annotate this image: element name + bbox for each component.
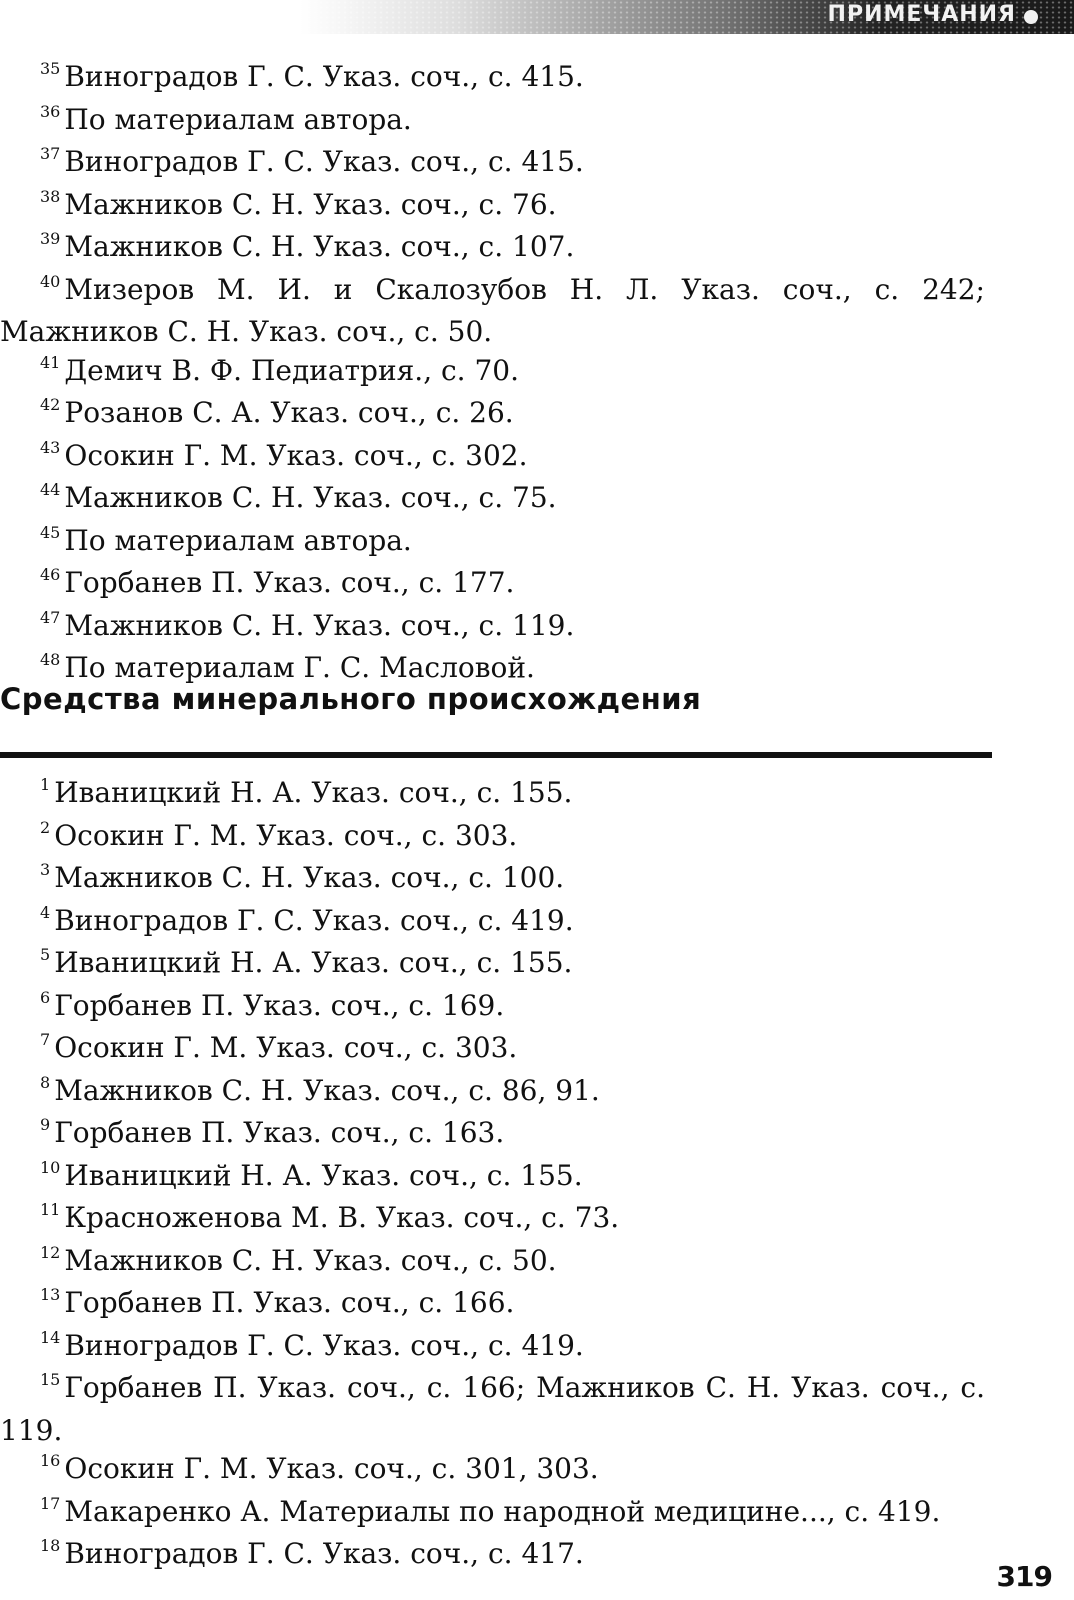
note-number: 43 — [40, 437, 61, 457]
note-text: Иваницкий Н. А. Указ. соч., с. 155. — [64, 1158, 583, 1192]
note-number: 40 — [40, 271, 61, 291]
note-text: Виноградов Г. С. Указ. соч., с. 415. — [64, 60, 584, 93]
note-number: 17 — [40, 1493, 61, 1513]
note-number: 4 — [40, 902, 51, 922]
note-number: 14 — [40, 1327, 61, 1347]
note-text: Осокин Г. М. Указ. соч., с. 303. — [54, 818, 518, 852]
note-text: Мажников С. Н. Указ. соч., с. 76. — [64, 187, 557, 221]
note-number: 39 — [40, 229, 61, 248]
note-text: Розанов С. А. Указ. соч., с. 26. — [64, 396, 514, 429]
note-number: 3 — [40, 860, 51, 879]
note-13 — [0, 1284, 1000, 1327]
section-divider — [0, 752, 992, 758]
note-2 — [0, 817, 1000, 860]
note-36 — [0, 101, 1000, 144]
notes-list-bottom — [0, 774, 1000, 1578]
note-47 — [0, 607, 1000, 650]
note-11 — [0, 1199, 1000, 1242]
note-44 — [0, 479, 1000, 522]
note-3 — [0, 859, 1000, 902]
note-text: По материалам автора. — [64, 102, 412, 136]
note-number: 9 — [40, 1115, 51, 1134]
note-text: Осокин Г. М. Указ. соч., с. 303. — [54, 1031, 518, 1064]
note-number: 10 — [40, 1157, 61, 1177]
note-42 — [0, 394, 1000, 437]
bullet-dot-icon — [1024, 10, 1038, 24]
note-text: По материалам автора. — [64, 523, 412, 557]
note-number: 44 — [40, 480, 61, 499]
note-43 — [0, 437, 1000, 480]
note-18 — [0, 1535, 1000, 1578]
note-number: 35 — [40, 59, 61, 78]
note-38 — [0, 186, 1000, 229]
note-number: 37 — [40, 144, 61, 163]
note-number: 46 — [40, 565, 61, 584]
note-10 — [0, 1157, 1000, 1200]
note-17 — [0, 1493, 1000, 1536]
note-number: 1 — [40, 775, 51, 794]
page-number: 319 — [996, 1560, 1052, 1593]
note-41 — [0, 352, 1000, 395]
section-heading: Средства минерального происхождения — [0, 682, 702, 716]
note-text: Мажников С. Н. Указ. соч., с. 100. — [54, 861, 565, 894]
note-text: Горбанев П. Указ. соч., с. 169. — [54, 988, 505, 1022]
notes-list-top — [0, 58, 1000, 692]
note-number: 2 — [40, 817, 51, 837]
note-text: Осокин Г. М. Указ. соч., с. 302. — [64, 438, 528, 472]
note-number: 38 — [40, 186, 61, 206]
note-text: Осокин Г. М. Указ. соч., с. 301, 303. — [64, 1452, 599, 1485]
note-12 — [0, 1242, 1000, 1285]
note-text: Мажников С. Н. Указ. соч., с. 86, 91. — [54, 1073, 600, 1107]
note-1 — [0, 774, 1000, 817]
note-number: 48 — [40, 650, 61, 669]
note-7 — [0, 1029, 1000, 1072]
note-number: 13 — [40, 1285, 61, 1304]
note-text: Мажников С. Н. Указ. соч., с. 75. — [64, 481, 557, 514]
note-text: Мизеров М. И. и Скалозубов Н. Л. Указ. соч., с. 242; Мажников С. Н. Указ. соч., с. 50. — [0, 272, 985, 348]
note-8 — [0, 1072, 1000, 1115]
note-number: 36 — [40, 101, 61, 121]
note-text: Красноженова М. В. Указ. соч., с. 73. — [64, 1201, 620, 1234]
note-text: Демич В. Ф. Педиатрия., с. 70. — [64, 353, 520, 387]
note-text: Мажников С. Н. Указ. соч., с. 50. — [64, 1243, 557, 1277]
note-text: По материалам Г. С. Масловой. — [64, 651, 535, 684]
note-text: Горбанев П. Указ. соч., с. 163. — [54, 1116, 505, 1149]
note-text: Горбанев П. Указ. соч., с. 166; Мажников С. Н. Указ. соч., с. 119. — [0, 1371, 985, 1447]
note-text: Мажников С. Н. Указ. соч., с. 119. — [64, 608, 575, 642]
note-number: 41 — [40, 352, 61, 372]
note-15 — [0, 1369, 985, 1450]
note-text: Мажников С. Н. Указ. соч., с. 107. — [64, 230, 575, 263]
note-39 — [0, 228, 1000, 271]
note-6 — [0, 987, 1000, 1030]
note-35 — [0, 58, 1000, 101]
note-14 — [0, 1327, 1000, 1370]
note-number: 47 — [40, 607, 61, 627]
note-text: Виноградов Г. С. Указ. соч., с. 417. — [64, 1537, 584, 1570]
note-text: Виноградов Г. С. Указ. соч., с. 419. — [64, 1328, 584, 1362]
note-number: 7 — [40, 1030, 51, 1049]
note-number: 12 — [40, 1242, 61, 1262]
note-text: Иваницкий Н. А. Указ. соч., с. 155. — [54, 776, 573, 809]
note-number: 45 — [40, 522, 61, 542]
note-37 — [0, 143, 1000, 186]
note-text: Виноградов Г. С. Указ. соч., с. 415. — [64, 145, 584, 178]
note-number: 8 — [40, 1072, 51, 1092]
note-number: 6 — [40, 987, 51, 1007]
note-45 — [0, 522, 1000, 565]
note-5 — [0, 944, 1000, 987]
note-text: Горбанев П. Указ. соч., с. 166. — [64, 1286, 515, 1319]
note-number: 42 — [40, 395, 61, 414]
note-9 — [0, 1114, 1000, 1157]
note-number: 11 — [40, 1200, 61, 1219]
note-16 — [0, 1450, 1000, 1493]
running-header — [300, 0, 1074, 34]
note-number: 18 — [40, 1536, 61, 1555]
running-header-label: ПРИМЕЧАНИЯ — [827, 2, 1016, 27]
note-40 — [0, 271, 985, 352]
note-text: Горбанев П. Указ. соч., с. 177. — [64, 566, 515, 599]
note-text: Виноградов Г. С. Указ. соч., с. 419. — [54, 903, 574, 937]
note-4 — [0, 902, 1000, 945]
note-text: Макаренко А. Материалы по народной медицине..., с. 419. — [64, 1494, 941, 1528]
note-number: 16 — [40, 1451, 61, 1470]
note-number: 15 — [40, 1370, 61, 1389]
note-number: 5 — [40, 945, 51, 964]
note-text: Иваницкий Н. А. Указ. соч., с. 155. — [54, 946, 573, 979]
note-46 — [0, 564, 1000, 607]
